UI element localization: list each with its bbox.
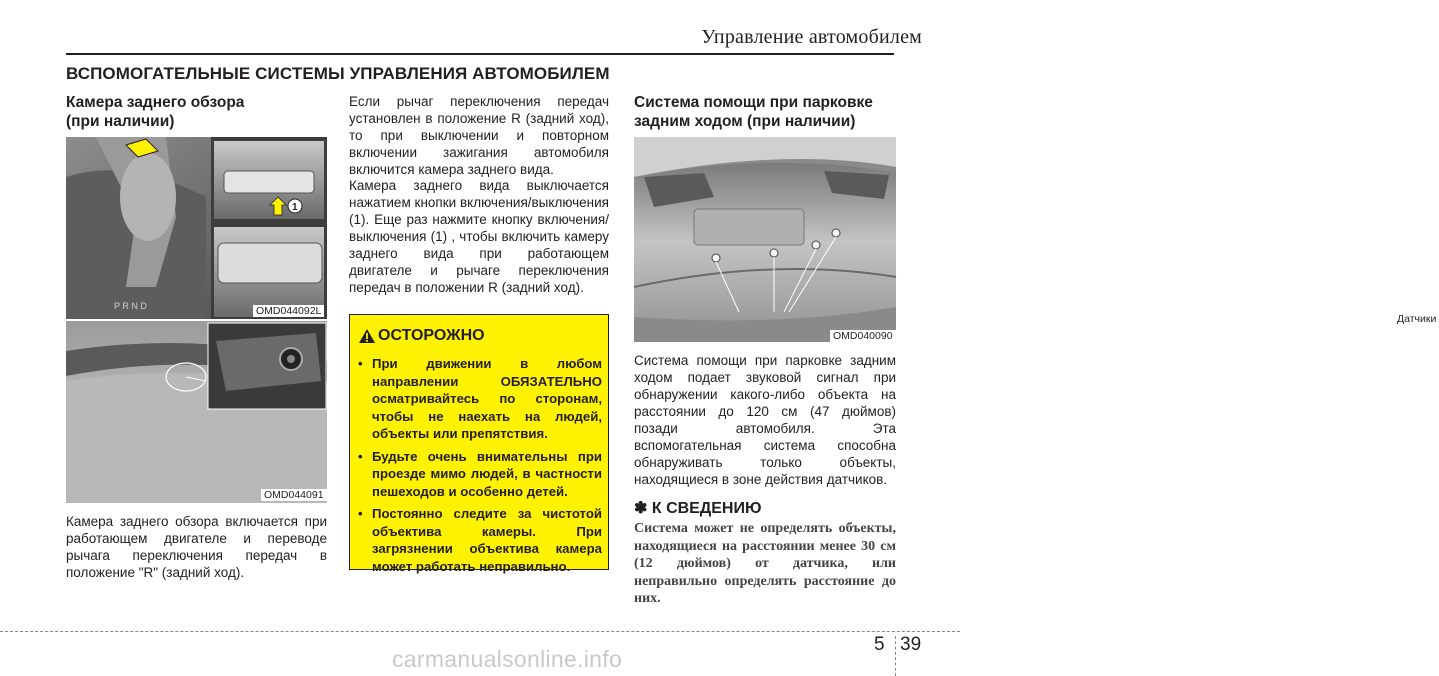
rear-camera-heading-line1: Камера заднего обзора	[66, 94, 245, 111]
info-title: ✽ К СВЕДЕНИЮ	[634, 500, 762, 517]
bottom-rule	[0, 631, 960, 632]
info-text: Система может не определять объекты, находящиеся на расстоянии менее 30 см (12 дюймов) от датчика, или неправильно определять расстояние до них.	[634, 521, 896, 606]
page-divider	[895, 636, 896, 676]
gear-shift-mirror-photo	[66, 137, 327, 319]
rear-camera-paragraph3: Камера заднего вида выключается нажатием кнопки включения/выключения (1). Еще раз нажмите кнопку включения/выключения (1) , чтобы включить камеру заднего вида при работающем двигателе и рычаге переключения передач в положении R (задний ход).	[349, 178, 609, 295]
sensors-label: Датчики	[1397, 313, 1437, 325]
warning-item: • Будьте очень внимательны при проезде мимо людей, в частности пешеходов и особенно детей.	[358, 448, 602, 501]
figure3-label: OMD040090	[830, 330, 896, 342]
parking-assist-heading	[634, 93, 873, 131]
section-title: ВСПОМОГАТЕЛЬНЫЕ СИСТЕМЫ УПРАВЛЕНИЯ АВТОМОБИЛЕМ	[66, 64, 610, 83]
rear-camera-illustration	[66, 321, 327, 503]
rear-camera-photo	[66, 321, 327, 503]
chapter-number: 5	[874, 634, 885, 655]
page-number: 39	[900, 634, 922, 655]
figure2-label: OMD044091	[261, 489, 327, 501]
rear-bumper-photo	[634, 137, 896, 342]
chapter-title: Управление автомобилем	[701, 26, 922, 48]
parking-assist-heading-line2: задним ходом (при наличии)	[634, 113, 856, 130]
watermark: carmanualsonline.info	[392, 646, 623, 672]
parking-assist-paragraph: Система помощи при парковке задним ходом подает звуковой сигнал при обнаружении какого-либо объекта на расстоянии до 120 см (47 дюймов) позади автомобиля. Эта вспомогательная система способна обнаруживать только объекты, находящиеся в зоне действия датчиков.	[634, 353, 896, 487]
rear-camera-paragraph2: Если рычаг переключения передач установлен в положение R (задний ход), то при выключении и повторном включении зажигания автомобиля включится камера заднего вида.	[349, 94, 609, 177]
warning-list	[358, 355, 602, 580]
gear-shift-mirror-illustration	[66, 137, 327, 319]
svg-text:P R N D: P R N D	[114, 301, 147, 311]
figure1-label: OMD044092L	[253, 305, 324, 317]
warning-item: • Постоянно следите за чистотой объектива камеры. При загрязнении объектива камера может работать неправильно.	[358, 505, 602, 575]
rear-camera-paragraph1: Камера заднего обзора включается при работающем двигателе и переводе рычага переключения передач в положение "R" (задний ход).	[66, 514, 327, 580]
figure1-callout: 1	[292, 202, 298, 213]
warning-box	[349, 314, 609, 574]
top-rule	[66, 53, 894, 55]
warning-title: ОСТОРОЖНО	[378, 327, 485, 344]
parking-assist-heading-line1: Система помощи при парковке	[634, 94, 873, 111]
rear-camera-heading-line2: (при наличии)	[66, 113, 175, 130]
warning-item: • При движении в любом направлении ОБЯЗАТЕЛЬНО осматривайтесь по сторонам, чтобы не наехать на людей, объекты или препятствия.	[358, 355, 602, 443]
rear-camera-heading	[66, 93, 244, 131]
rear-bumper-illustration	[634, 137, 896, 342]
warning-triangle-icon	[358, 328, 376, 344]
